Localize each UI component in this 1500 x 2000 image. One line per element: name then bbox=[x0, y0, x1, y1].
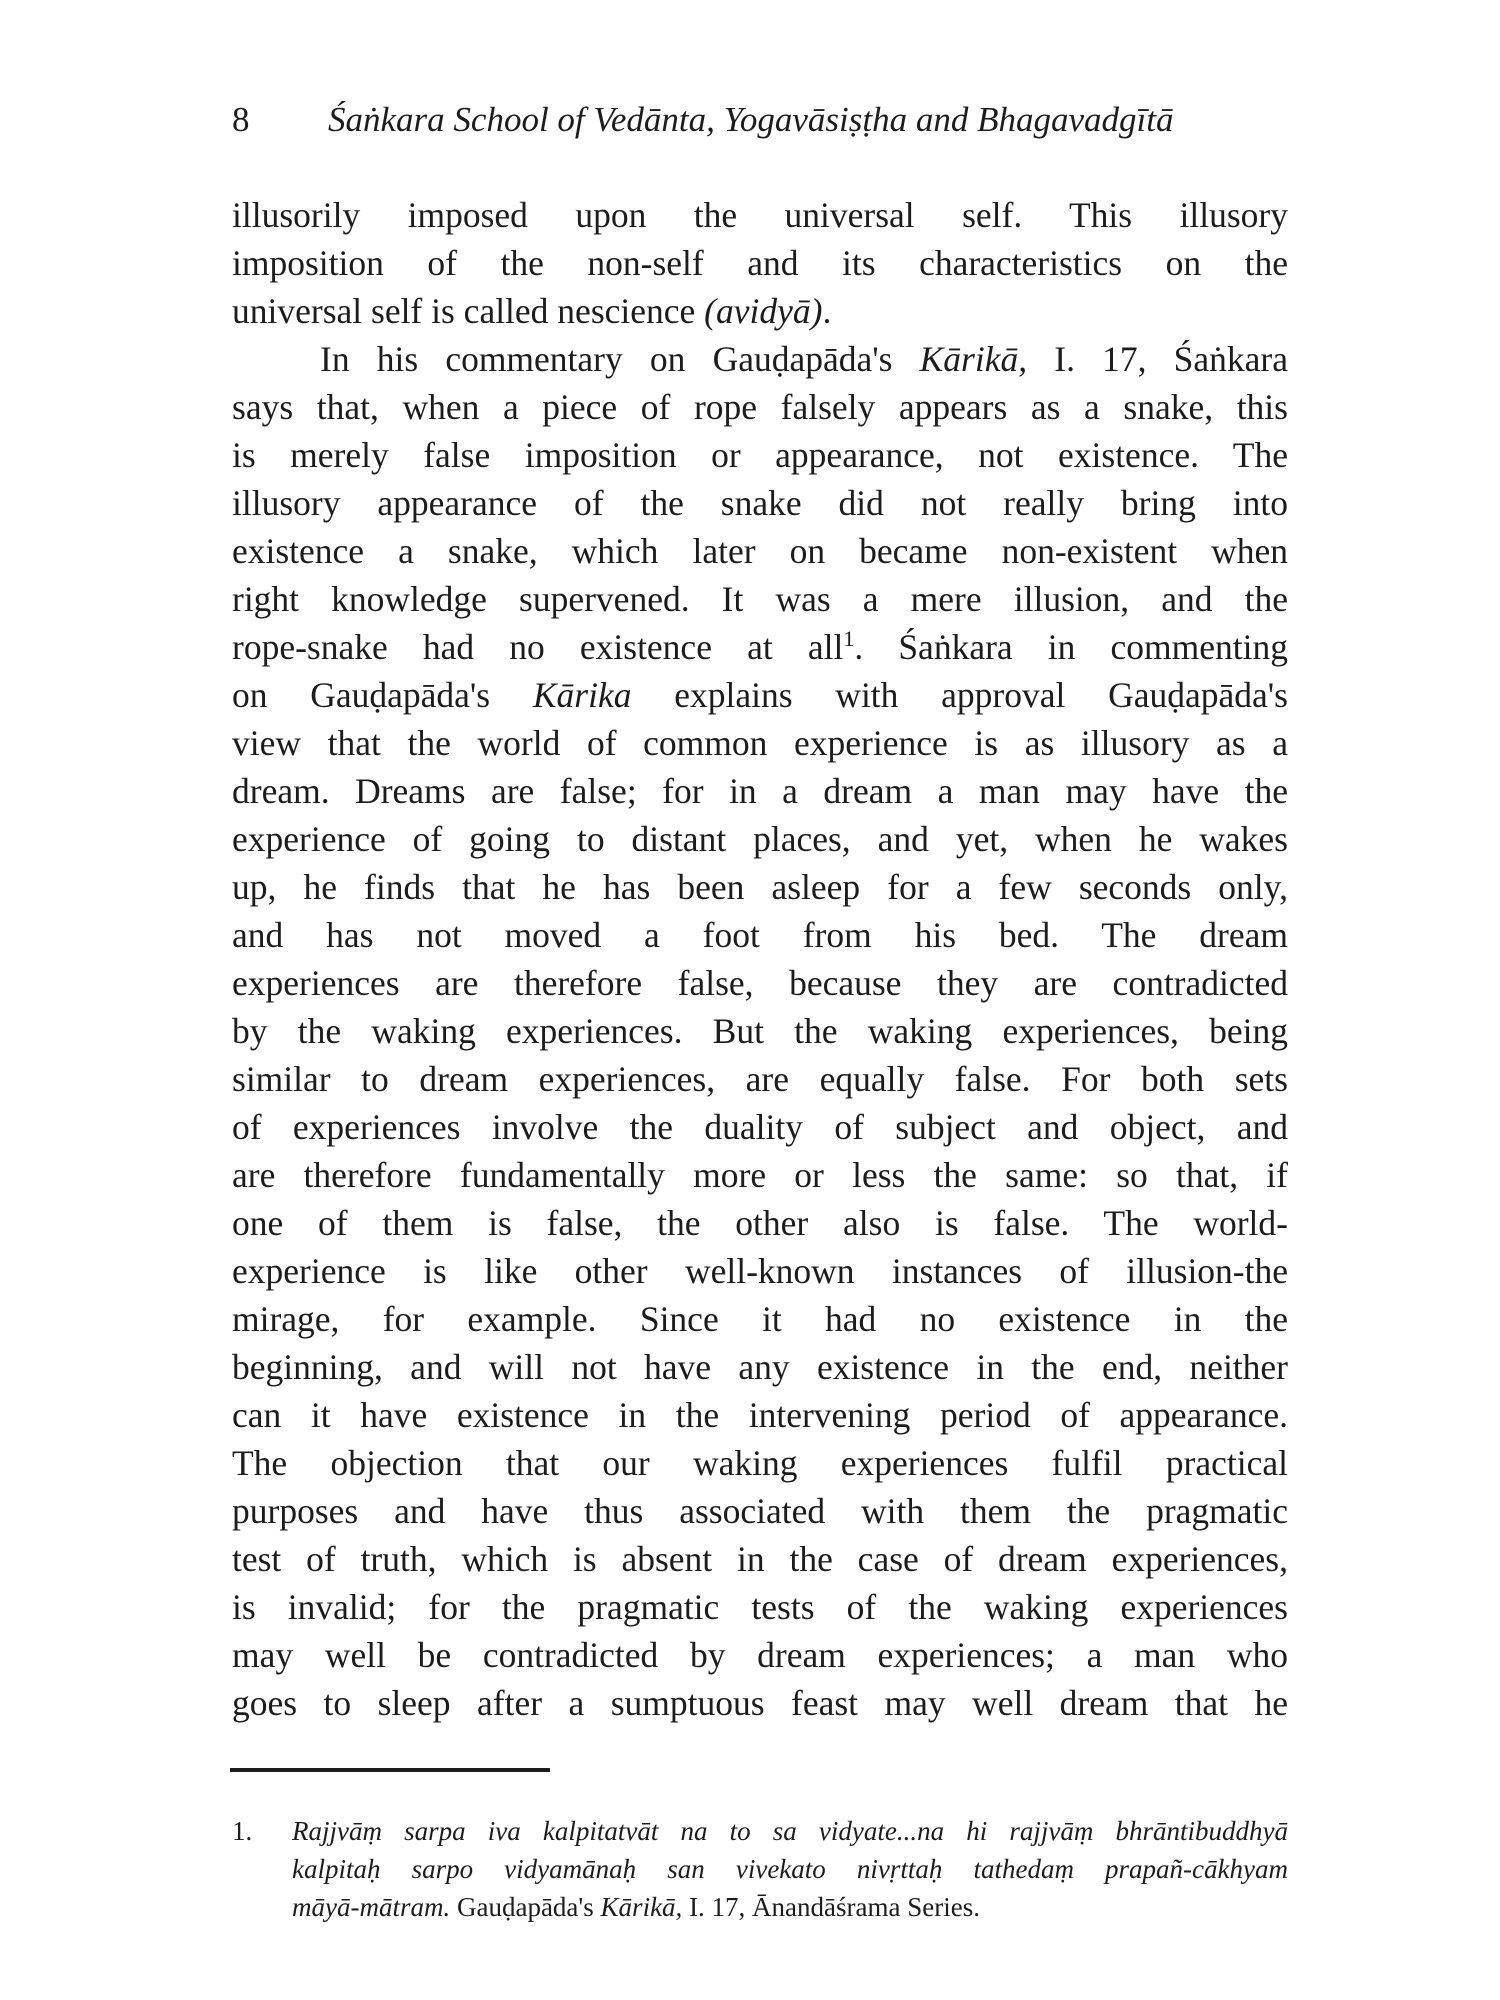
text-line: can it have existence in the intervening period of appearance. bbox=[232, 1395, 1288, 1435]
page-number: 8 bbox=[232, 100, 250, 139]
text-line: mirage, for example. Since it had no existence in the bbox=[232, 1299, 1288, 1339]
text-line: up, he finds that he has been asleep for a few seconds only, bbox=[232, 867, 1288, 907]
text-line: dream. Dreams are false; for in a dream a man may have the bbox=[232, 771, 1288, 811]
text-line: experience is like other well-known instances of illusion-the bbox=[232, 1251, 1288, 1291]
text-line: The objection that our waking experiences fulfil practical bbox=[232, 1443, 1288, 1483]
text-line: experience of going to distant places, and yet, when he wakes bbox=[232, 819, 1288, 859]
text-line: is merely false imposition or appearance, not existence. The bbox=[232, 435, 1288, 475]
text-line: is invalid; for the pragmatic tests of the waking experiences bbox=[232, 1587, 1288, 1627]
text-line: and has not moved a foot from his bed. The dream bbox=[232, 915, 1288, 955]
footnote-line: Rajjvāṃ sarpa iva kalpitatvāt na to sa vidyate...na hi rajjvāṃ bhrāntibuddhyā bbox=[292, 1816, 1288, 1846]
footnote-separator bbox=[230, 1768, 550, 1772]
work-title: Kārikā, bbox=[600, 1892, 683, 1922]
text-line: beginning, and will not have any existence in the end, neither bbox=[232, 1347, 1288, 1387]
running-title: Śaṅkara School of Vedānta, Yogavāsiṣṭha and Bhagavadgītā bbox=[328, 100, 1174, 139]
text-line: similar to dream experiences, are equally false. For both sets bbox=[232, 1059, 1288, 1099]
text-line: existence a snake, which later on became non-existent when bbox=[232, 531, 1288, 571]
text-line: one of them is false, the other also is false. The world- bbox=[232, 1203, 1288, 1243]
text-line bbox=[232, 623, 1288, 671]
footnote-reference[interactable]: 1 bbox=[843, 626, 855, 652]
sanskrit-term: (avidyā) bbox=[704, 291, 823, 331]
text-segment: Gauḍapāda's bbox=[450, 1892, 601, 1922]
footnote-line bbox=[292, 1888, 1288, 1926]
text-line: may well be contradicted by dream experiences; a man who bbox=[232, 1635, 1288, 1675]
text-line bbox=[232, 287, 1288, 335]
work-title: Kārikā, bbox=[919, 339, 1028, 379]
text-segment: explains with approval Gauḍapāda's bbox=[631, 675, 1288, 715]
text-line: right knowledge supervened. It was a mere illusion, and the bbox=[232, 579, 1288, 619]
text-segment: . bbox=[822, 291, 832, 331]
footnote-body bbox=[292, 1812, 1288, 1926]
text-segment: In his commentary on Gauḍapāda's bbox=[320, 339, 920, 379]
text-line: illusorily imposed upon the universal self. This illusory bbox=[232, 195, 1288, 235]
text-line: says that, when a piece of rope falsely appears as a snake, this bbox=[232, 387, 1288, 427]
text-line: are therefore fundamentally more or less the same: so that, if bbox=[232, 1155, 1288, 1195]
footnote-line: kalpitaḥ sarpo vidyamānaḥ san vivekato nivṛttaḥ tathedaṃ prapañ-cākhyam bbox=[292, 1854, 1288, 1884]
text-line bbox=[232, 335, 1288, 383]
text-line: experiences are therefore false, because they are contradicted bbox=[232, 963, 1288, 1003]
text-segment: universal self is called nescience bbox=[232, 291, 705, 331]
text-segment: on Gauḍapāda's bbox=[232, 675, 533, 715]
running-head bbox=[232, 95, 1288, 145]
text-line: goes to sleep after a sumptuous feast may well dream that he bbox=[232, 1683, 1288, 1723]
text-line: test of truth, which is absent in the case of dream experiences, bbox=[232, 1539, 1288, 1579]
text-segment: I. 17, Śaṅkara bbox=[1027, 339, 1288, 379]
text-line: illusory appearance of the snake did not really bring into bbox=[232, 483, 1288, 523]
footnote-number: 1. bbox=[232, 1816, 253, 1846]
sanskrit-term: māyā-mātram. bbox=[292, 1892, 451, 1922]
text-segment: I. 17, Ānandāśrama Series. bbox=[682, 1892, 980, 1922]
body-text bbox=[232, 191, 1288, 1727]
text-line: of experiences involve the duality of subject and object, and bbox=[232, 1107, 1288, 1147]
text-line: view that the world of common experience is as illusory as a bbox=[232, 723, 1288, 763]
work-title: Kārika bbox=[532, 675, 632, 715]
text-line: purposes and have thus associated with them the pragmatic bbox=[232, 1491, 1288, 1531]
text-line bbox=[232, 671, 1288, 719]
text-segment: rope-snake had no existence at all bbox=[232, 627, 844, 667]
text-segment: . Śaṅkara in commenting bbox=[854, 627, 1288, 667]
text-line: by the waking experiences. But the waking experiences, being bbox=[232, 1011, 1288, 1051]
text-line: imposition of the non-self and its characteristics on the bbox=[232, 243, 1288, 283]
